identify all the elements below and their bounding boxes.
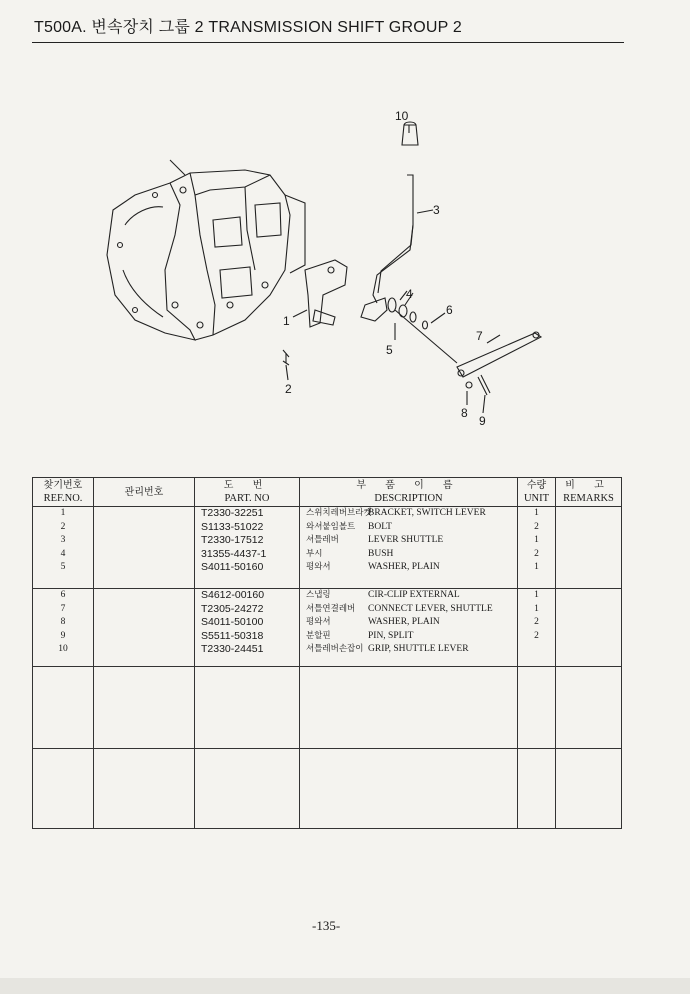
remarks-cell — [556, 589, 622, 667]
remarks-cell — [556, 749, 622, 829]
part-no: T2305-24272 — [201, 602, 264, 615]
description-line — [300, 521, 517, 535]
description-line — [300, 630, 517, 644]
scan-edge — [0, 978, 690, 994]
callout-1: 1 — [283, 314, 290, 328]
unit-qty: 1 — [534, 603, 539, 614]
table-body — [33, 507, 622, 829]
part-no: T2330-24451 — [201, 643, 264, 655]
description-line — [300, 548, 517, 562]
description-english: WASHER, PLAIN — [368, 562, 440, 572]
callout-2: 2 — [285, 382, 292, 396]
part-no-cell — [195, 507, 300, 589]
description-line — [300, 561, 517, 575]
header-unit: 수량 UNIT — [518, 478, 556, 507]
callout-8: 8 — [461, 406, 468, 420]
part-no: S5511-50318 — [201, 629, 264, 642]
unit-cell — [518, 507, 556, 589]
transmission-housing-drawing — [107, 160, 305, 340]
ref-no: 2 — [60, 521, 66, 532]
page-number: -135- — [312, 918, 341, 933]
ref-no: 1 — [60, 508, 66, 518]
description-english: BRACKET, SWITCH LEVER — [368, 508, 486, 518]
unit-qty: 1 — [534, 562, 539, 572]
washer-split-pin-drawing — [466, 375, 490, 395]
ref-no: 6 — [60, 590, 66, 600]
description-line — [300, 643, 517, 657]
part-no-cell — [195, 749, 300, 829]
unit-qty: 2 — [534, 630, 539, 641]
unit-cell — [518, 749, 556, 829]
description-korean: 스위치레버브라켓 — [306, 508, 372, 518]
table-header-row — [33, 478, 622, 507]
callout-6: 6 — [446, 303, 453, 317]
description-line — [300, 603, 517, 617]
unit-cell — [518, 589, 556, 667]
callout-4: 4 — [406, 287, 413, 301]
unit-qty — [518, 643, 555, 657]
description-cell — [300, 667, 518, 749]
management-cell — [94, 507, 195, 589]
description-korean: 셔틀레버 — [306, 535, 339, 545]
description-english: CONNECT LEVER, SHUTTLE — [368, 603, 493, 614]
connect-lever-shuttle-drawing — [457, 332, 541, 377]
callout-3: 3 — [433, 203, 440, 217]
table-row-group — [33, 589, 622, 667]
title-rule — [32, 42, 624, 43]
ref-cell — [33, 589, 94, 667]
management-cell — [94, 667, 195, 749]
header-part-no: 도 번 PART. NO — [195, 478, 300, 507]
page-title: T500A. 변속장치 그룹 2 TRANSMISSION SHIFT GROUP 2 — [34, 19, 462, 36]
ref-cell — [33, 749, 94, 829]
header-management-no: 관리번호 — [94, 478, 195, 507]
header-remarks: 비 고 REMARKS — [556, 478, 622, 507]
description-korean: 평와셔 — [306, 617, 331, 627]
bracket-switch-lever-drawing — [305, 260, 347, 327]
ref-no: 8 — [60, 617, 66, 627]
ref-no: 4 — [60, 548, 66, 559]
part-no: S4612-00160 — [201, 589, 265, 601]
ref-no: 3 — [60, 535, 66, 545]
part-no: T2330-32251 — [201, 507, 264, 519]
callout-10: 10 — [395, 109, 409, 123]
unit-cell — [518, 667, 556, 749]
callout-5: 5 — [386, 343, 393, 357]
exploded-parts-diagram — [95, 95, 565, 435]
part-no: 31355-4437-1 — [201, 547, 267, 560]
description-cell — [300, 749, 518, 829]
description-english: LEVER SHUTTLE — [368, 535, 444, 545]
part-no-cell — [195, 667, 300, 749]
description-korean: 와셔붙임볼트 — [306, 521, 356, 532]
description-line — [300, 589, 517, 603]
unit-qty: 2 — [534, 521, 539, 532]
description-english: WASHER, PLAIN — [368, 617, 440, 627]
unit-qty: 1 — [534, 590, 539, 600]
table-row-group — [33, 667, 622, 749]
ref-cell — [33, 667, 94, 749]
unit-qty: 2 — [534, 548, 539, 559]
description-line — [300, 534, 517, 548]
unit-qty: 1 — [534, 508, 539, 518]
remarks-cell — [556, 667, 622, 749]
table-row-group — [33, 507, 622, 589]
ref-no: 5 — [60, 562, 66, 572]
part-no: S4011-50160 — [201, 561, 264, 573]
part-no: S4011-50100 — [201, 616, 264, 628]
remarks-cell — [556, 507, 622, 589]
parts-table — [32, 477, 622, 829]
header-ref-no: 찾기번호 REF.NO. — [33, 478, 94, 507]
ref-no: 7 — [60, 603, 66, 614]
grip-shuttle-lever-drawing — [402, 122, 418, 145]
description-korean: 셔틀레버손잡이 — [306, 644, 364, 654]
management-cell — [94, 589, 195, 667]
description-cell — [300, 589, 518, 667]
ref-no: 10 — [58, 644, 68, 654]
part-no-cell — [195, 589, 300, 667]
description-korean: 스냅링 — [306, 590, 331, 600]
callout-9: 9 — [479, 414, 486, 428]
description-english: GRIP, SHUTTLE LEVER — [368, 644, 469, 654]
ref-cell — [33, 507, 94, 589]
callout-7: 7 — [476, 329, 483, 343]
management-cell — [94, 749, 195, 829]
description-korean: 평와셔 — [306, 562, 331, 572]
description-english: PIN, SPLIT — [368, 630, 414, 641]
description-korean: 셔틀연결레버 — [306, 603, 356, 614]
description-english: BOLT — [368, 521, 392, 532]
description-korean: 부시 — [306, 548, 323, 559]
description-english: CIR-CLIP EXTERNAL — [368, 590, 460, 600]
description-line — [300, 507, 517, 521]
unit-qty: 2 — [534, 617, 539, 627]
part-no: T2330-17512 — [201, 534, 264, 546]
ref-no: 9 — [60, 630, 66, 641]
description-cell — [300, 507, 518, 589]
part-no: S1133-51022 — [201, 520, 264, 533]
header-description: 부 품 이 름 DESCRIPTION — [300, 478, 518, 507]
description-english: BUSH — [368, 548, 394, 559]
description-line — [300, 616, 517, 630]
unit-qty: 1 — [534, 535, 539, 545]
description-korean: 분할핀 — [306, 630, 331, 641]
bolt-drawing — [283, 350, 289, 365]
table-row-group — [33, 749, 622, 829]
